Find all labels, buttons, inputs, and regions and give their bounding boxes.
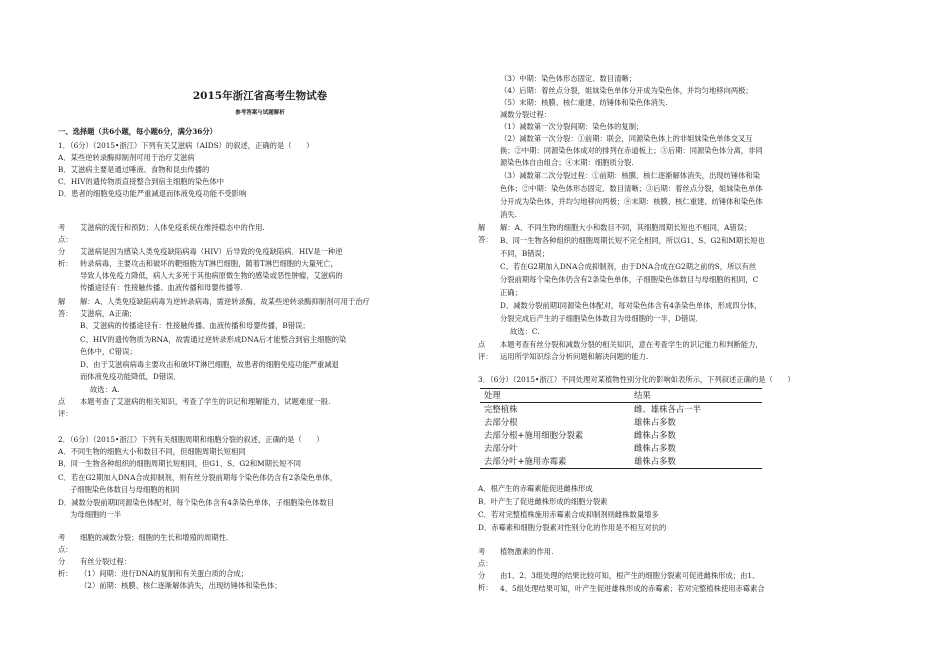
jieda-label: 解答： xyxy=(58,297,73,319)
table-cell: 雄株占多数 xyxy=(630,455,762,469)
dianping-text: 本题考查了艾滋病的相关知识，考查了学生的识记和理解能力，试题难度一般. xyxy=(80,397,331,406)
jieda-line: C、HIV的遗传物质为RNA，故需通过逆转录形成DNA后才能整合到宿主细胞的染 xyxy=(80,335,347,344)
table-cell: 雌株占多数 xyxy=(634,443,676,453)
table-cell: 去部分叶+施用赤霉素 xyxy=(480,455,630,469)
option-d-cont: 为母细胞的一半 xyxy=(70,510,122,519)
fenxi-line: （3）中期：染色体形态固定、数目清晰； xyxy=(500,74,636,83)
option-b: B．同一生物各种组织的细胞周期长短相同，但G1、S、G2和M期长短不同 xyxy=(58,459,302,468)
kaodian-text: 植物激素的作用. xyxy=(500,547,554,556)
option-b: B．叶产生了促进雌株形成的细胞分裂素 xyxy=(478,497,608,506)
fenxi-line: 减数分裂过程： xyxy=(500,110,552,119)
table-cell: 去部分根+施用细胞分裂素 xyxy=(484,430,584,440)
fenxi-line: 有丝分裂过程： xyxy=(80,557,132,566)
fenxi-line: （1）间期：进行DNA的复制和有关蛋白质的合成； xyxy=(80,569,249,578)
option-c: C．若在G2期加入DNA合成抑制剂，则有丝分裂前期每个染色体仍含有2条染色单体， xyxy=(58,473,337,482)
fenxi-line: （4）后期：着丝点分裂，姐妹染色单体分开成为染色体，并均匀地移向两极； xyxy=(500,86,753,95)
fenxi-line: 消失. xyxy=(500,210,517,219)
fenxi-line: 4、5组处理结果可知，叶产生促进雄株形成的赤霉素；若对完整植株使用赤霉素合 xyxy=(500,584,765,593)
table-cell: 去部分根 xyxy=(484,417,518,427)
fenxi-line: 源染色体自由组合；④末期：细胞质分裂. xyxy=(500,158,634,167)
table-header-cell: 结果 xyxy=(630,389,762,403)
jieda-line: 色体中，C错误； xyxy=(80,347,137,356)
option-a: A．不同生物的细胞大小和数目不同，但细胞周期长短相同 xyxy=(58,447,246,456)
jieda-line: D、减数分裂前期Ⅰ同源染色体配对，每对染色体含有4条染色单体，形成四分体， xyxy=(500,301,762,310)
fenxi-line: 由1、2、3组处理的结果比较可知，根产生的细胞分裂素可促进雌株形成；由1、 xyxy=(500,571,760,580)
table-row xyxy=(480,416,762,429)
fenxi-line: 换；②中期：同源染色体成对的排列在赤道板上；③后期：同源染色体分离，非同 xyxy=(500,146,763,155)
option-c: C．若对完整植株施用赤霉素合成抑制剂则雌株数量增多 xyxy=(478,510,659,519)
jieda-line: B、艾滋病的传播途径有：性接触传播、血液传播和母婴传播，B错误； xyxy=(80,321,310,330)
section-heading: 一、选择题（共6小题，每小题6分，满分36分） xyxy=(58,127,217,136)
jieda-line: 而体液免疫功能降低，D错误． xyxy=(80,372,181,381)
right-column xyxy=(478,0,833,672)
dianping-label: 点评： xyxy=(478,340,493,362)
fenxi-line: 色体；②中期：染色体形态固定、数目清晰；③后期：着丝点分裂，姐妹染色单体 xyxy=(500,184,763,193)
jieda-line: 解：A、不同生物的细胞大小和数目不同，其细胞周期长短也不相同，A错误； xyxy=(500,223,752,232)
table-cell: 雌、雄株各占一半 xyxy=(634,404,701,414)
jieda-line: 不同，B错误； xyxy=(500,249,550,258)
table-cell: 完整植株 xyxy=(484,404,518,414)
table-row xyxy=(480,403,762,417)
kaodian-label: 考点： xyxy=(58,223,73,245)
kaodian-text: 艾滋病的流行和预防；人体免疫系统在维持稳态中的作用. xyxy=(80,223,265,232)
fenxi-label: 分析： xyxy=(478,571,493,593)
jieda-line: 分裂前期每个染色体仍含有2条染色单体，子细胞染色体数目与母细胞的相同，C xyxy=(500,275,759,284)
option-d: D．减数分裂前期Ⅰ同源染色体配对，每个染色体含有4条染色单体，子细胞染色体数目 xyxy=(58,498,335,507)
question-stem: 3．（6分）（2015•浙江）不同处理对某植物性别分化的影响如表所示，下列叙述正确的是（ ） xyxy=(478,375,795,384)
kaodian-label: 考点： xyxy=(58,533,73,555)
fenxi-line: 传播途径有：性接触传播、血液传播和母婴传播等. xyxy=(80,283,243,292)
fenxi-label: 分析： xyxy=(58,557,73,579)
left-column xyxy=(58,0,462,672)
dianping-line: 运用所学知识综合分析问题和解决问题的能力. xyxy=(500,352,649,361)
jieda-line: 故选：A. xyxy=(90,385,120,394)
fenxi-line: （5）末期：核膜、核仁重建、纺锤体和染色体消失. xyxy=(500,98,668,107)
dianping-label: 点评： xyxy=(58,397,73,419)
option-d: D．患者的细胞免疫功能严重减退而体液免疫功能不受影响 xyxy=(58,189,247,198)
option-d: D．赤霉素和细胞分裂素对性别分化的作用是不相互对抗的 xyxy=(478,523,667,532)
option-a: A．某些逆转录酶抑制剂可用于治疗艾滋病 xyxy=(58,153,195,162)
fenxi-line: （2）减数第一次分裂：①前期：联会，同源染色体上的非姐妹染色单体交叉互 xyxy=(500,134,753,143)
fenxi-line: （2）前期：核膜、核仁逐渐解体消失，出现纺锤体和染色体； xyxy=(80,581,282,590)
page-subtitle: 参考答案与试题解析 xyxy=(235,110,285,116)
page-title: 2015年浙江省高考生物试卷 xyxy=(192,90,328,102)
jieda-line: C、若在G2期加入DNA合成抑制剂，由于DNA合成在G2期之前的S，所以有丝 xyxy=(500,262,757,271)
option-a: A．根产生的赤霉素能促进雌株形成 xyxy=(478,484,593,493)
table-cell: 雌株占多数 xyxy=(634,430,676,440)
option-b: B．艾滋病主要是通过唾液、食物和昆虫传播的 xyxy=(58,165,210,174)
question-stem: 1．（6分）（2015•浙江）下列有关艾滋病（AIDS）的叙述，正确的是（ ） xyxy=(58,141,314,150)
jieda-line: B、同一生物各种组织的细胞周期长短不完全相同，所以G1、S、G2和M期长短也 xyxy=(500,236,765,245)
kaodian-label: 考点： xyxy=(478,547,493,569)
table-row xyxy=(480,455,762,469)
question-stem: 2．（6分）（2015•浙江）下列有关细胞周期和细胞分裂的叙述，正确的是（ ） xyxy=(58,435,324,444)
kaodian-text: 细胞的减数分裂；细胞的生长和增殖的周期性. xyxy=(80,533,229,542)
fenxi-line: 转录病毒，主要攻击和破坏的靶细胞为T淋巴细胞，随着T淋巴细胞的大量死亡， xyxy=(80,259,338,268)
jieda-line: 正确； xyxy=(500,288,522,297)
fenxi-line: 导致人体免疫力降低，病人大多死于其他病原微生物的感染或恶性肿瘤，艾滋病的 xyxy=(80,271,343,280)
option-c: C．HIV的遗传物质直接整合到宿主细胞的染色体中 xyxy=(58,177,225,186)
table-header-row xyxy=(480,389,762,403)
jieda-line: 分裂完成后产生的子细胞染色体数目为母细胞的一半，D错误． xyxy=(500,314,703,323)
jieda-line: 解：A、人类免疫缺陷病毒为逆转录病毒，需逆转录酶，故某些逆转录酶抑制剂可用于治疗 xyxy=(80,297,370,306)
jieda-line: D、由于艾滋病病毒主要攻击和破坏T淋巴细胞，故患者的细胞免疫功能严重减退 xyxy=(80,360,339,369)
table-row xyxy=(480,442,762,455)
table-header-cell: 处理 xyxy=(480,389,630,403)
table-cell: 雄株占多数 xyxy=(634,417,676,427)
jieda-label: 解答： xyxy=(478,223,493,245)
dianping-line: 本题考查有丝分裂和减数分裂的相关知识，意在考查学生的识记能力和判断能力， xyxy=(500,340,763,349)
fenxi-line: （3）减数第二次分裂过程：①前期：核膜、核仁逐渐解体消失，出现纺锤体和染 xyxy=(500,171,761,180)
fenxi-label: 分析： xyxy=(58,247,73,269)
jieda-line: 故选：C. xyxy=(510,327,540,336)
jieda-line: 艾滋病，A正确； xyxy=(80,309,137,318)
table-row xyxy=(480,429,762,442)
table-cell: 去部分叶 xyxy=(484,443,518,453)
option-c-cont: 子细胞染色体数目与母细胞的相同 xyxy=(70,485,180,494)
fenxi-line: （1）减数第一次分裂间期：染色体的复制； xyxy=(500,122,644,131)
fenxi-line: 分开成为染色体，并均匀地移向两极；④末期：核膜、核仁重建、纺锤体和染色体 xyxy=(500,197,763,206)
experiment-table xyxy=(480,388,762,469)
fenxi-line: 艾滋病是因为感染人类免疫缺陷病毒（HIV）后导致的免疫缺陷病．HIV是一种逆 xyxy=(80,247,343,256)
